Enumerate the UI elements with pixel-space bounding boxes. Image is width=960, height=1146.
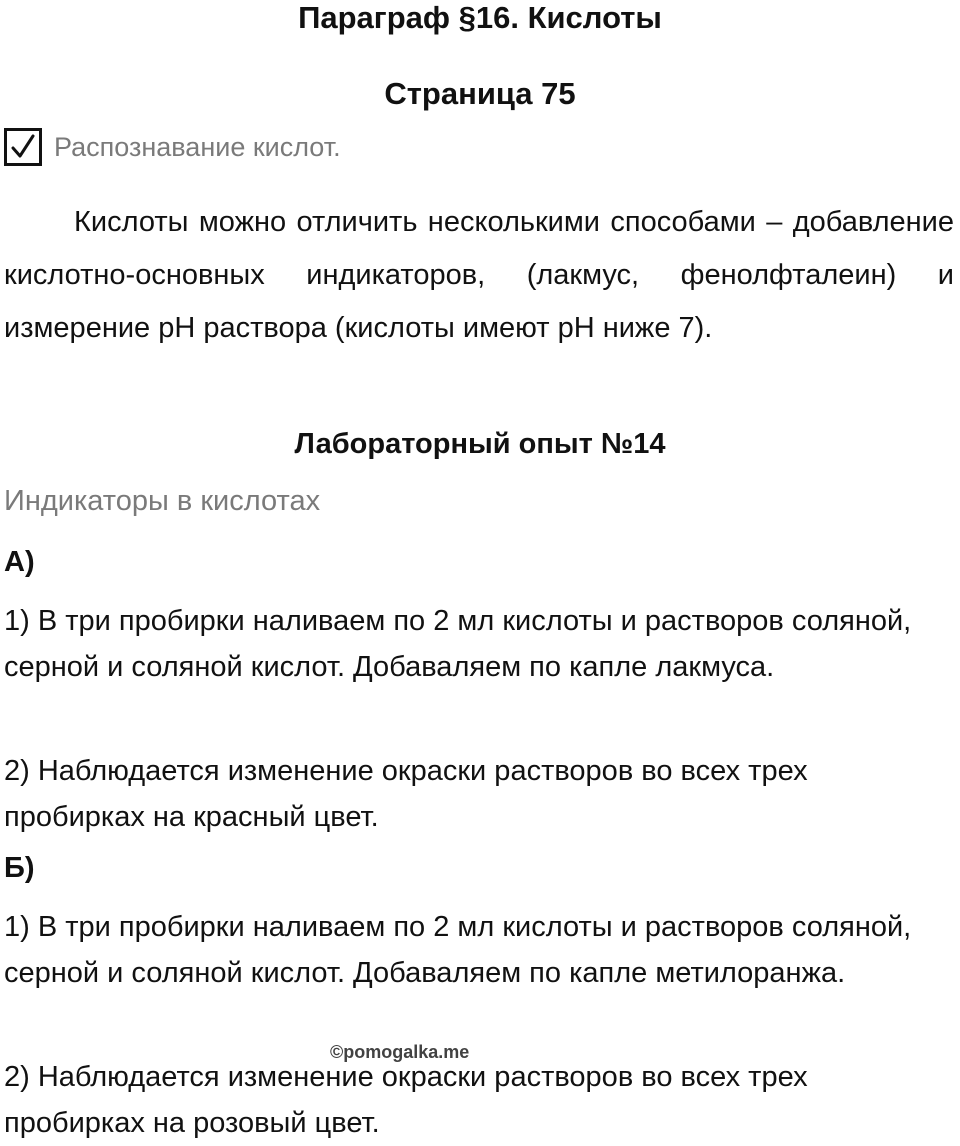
intro-paragraph: Кислоты можно отличить несколькими способами – добавление кислотно-основных индикаторов, (лакмус, фенолфталеин) и измерение pH раствора (кислоты имеют pH ниже 7).: [4, 206, 954, 344]
section-a-step-2: 2) Наблюдается изменение окраски растворов во всех трех пробирках на красный цвет.: [4, 755, 808, 833]
watermark: ©pomogalka.me: [330, 1042, 470, 1062]
page-number-title: Страница 75: [384, 76, 576, 111]
section-b-step-1: 1) В три пробирки наливаем по 2 мл кислоты и растворов соляной, серной и соляной кислот. Добаваляем по капле метилоранжа.: [4, 911, 912, 989]
paragraph-title: Параграф §16. Кислоты: [298, 0, 662, 35]
section-label-a: А): [4, 546, 35, 578]
section-b-step-2: 2) Наблюдается изменение окраски растворов во всех трех пробирках на розовый цвет.: [4, 1061, 808, 1139]
task-label: Распознавание кислот.: [54, 131, 341, 162]
section-label-b: Б): [4, 852, 35, 884]
checkbox: [4, 128, 42, 166]
section-a-step-1: 1) В три пробирки наливаем по 2 мл кислоты и растворов соляной, серной и соляной кислот. Добаваляем по капле лакмуса.: [4, 605, 912, 683]
lab-title: Лабораторный опыт №14: [294, 428, 666, 460]
lab-subtitle: Индикаторы в кислотах: [4, 485, 321, 517]
task-checklist-item: [4, 128, 341, 166]
checkmark-icon: [9, 133, 37, 161]
